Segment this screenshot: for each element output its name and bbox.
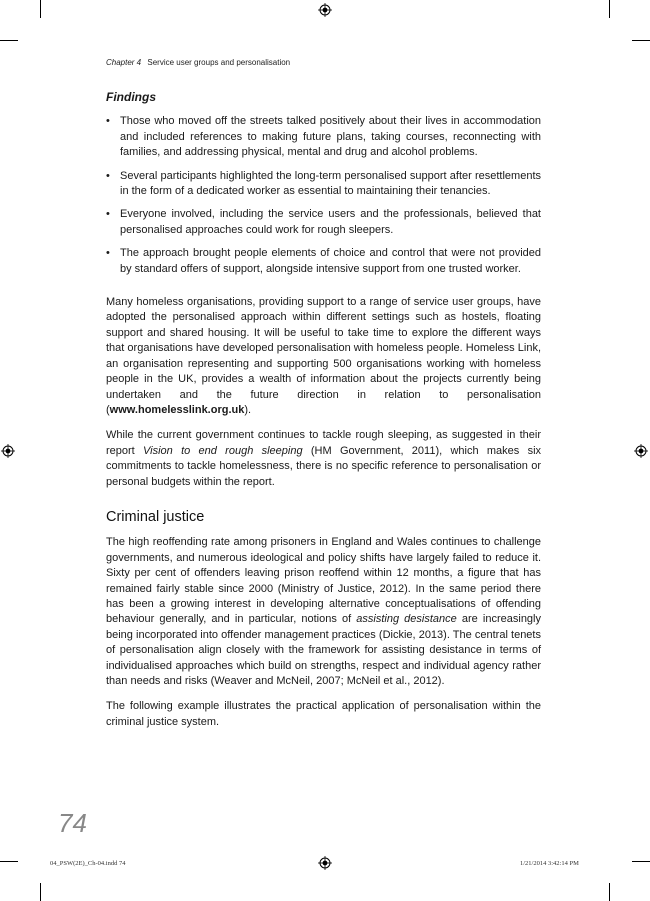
registration-mark-icon — [318, 3, 332, 17]
crop-mark — [0, 40, 18, 41]
emphasis-term: assisting desistance — [356, 613, 457, 626]
findings-list — [106, 114, 541, 277]
bullet-icon: • — [106, 247, 110, 260]
crop-mark — [40, 0, 41, 18]
list-item: • Everyone involved, including the service users and the professionals, believed that personalised approaches could work for rough sleepers. — [106, 208, 541, 236]
homeless-link-url[interactable]: www.homelesslink.org.uk — [109, 403, 245, 416]
registration-mark-icon — [318, 856, 332, 870]
paragraph-homeless-organisations: Many homeless organisations, providing support to a range of service user groups, have adopted the personalised approach within different settings such as hostels, floating support and shared housing. It will be useful to take time to explore the different ways that organisations have developed personalisation with homeless people. Homeless Link, an organisation representing and supporting 500 organisations working with homeless people in the UK, provides a wealth of information about the projects currently being undertaken and the future direction in relation to personalisation (www.homelesslink.org.uk). — [106, 296, 541, 416]
section-heading-criminal-justice: Criminal justice — [106, 508, 205, 525]
slug-file: 04_PSW(2E)_Ch-04.indd 74 — [50, 860, 126, 867]
running-header — [106, 58, 290, 67]
findings-heading: Findings — [106, 90, 156, 104]
report-title: Vision to end rough sleeping — [143, 444, 303, 457]
page-number: 74 — [58, 808, 87, 838]
crop-mark — [0, 861, 18, 862]
paragraph-reoffending: The high reoffending rate among prisoners in England and Wales continues to challenge governments, and numerous ideological and policy shifts have largely failed to reduce it. Sixty per cent of offenders leaving prison reoffend within 12 months, a figure that has remained fairly stable since 2000 (Ministry of Justice, 2012). In the same period there has been a growing interest in developing alternative conceptualisations of offending behaviour generally, and in particular, notions of assisting desistance are increasingly being incorporated into offender management practices (Dickie, 2013). The central tenets of personalisation align closely with the framework for assisting desistance in terms of individualised approaches which build on strengths, respect and individual agency rather than needs and risks (Weaver and McNeil, 2007; McNeil et al., 2012). — [106, 536, 541, 687]
bullet-icon: • — [106, 169, 110, 182]
bullet-icon: • — [106, 208, 110, 221]
paragraph-example-intro: The following example illustrates the practical application of personalisation within the criminal justice system. — [106, 700, 541, 728]
crop-mark — [609, 883, 610, 901]
chapter-title: Service user groups and personalisation — [147, 58, 291, 67]
chapter-label: Chapter 4 — [106, 58, 142, 67]
crop-mark — [632, 40, 650, 41]
page-body — [106, 90, 541, 740]
list-item: • Those who moved off the streets talked positively about their lives in accommodation and included references to making future plans, taking courses, reconnecting with families, and addressing physical, mental and drug and alcohol problems. — [106, 115, 541, 159]
list-item: • The approach brought people elements of choice and control that were not provided by standard offers of support, alongside intensive support from one trusted worker. — [106, 247, 541, 275]
registration-mark-icon — [634, 444, 648, 458]
crop-mark — [40, 883, 41, 901]
bullet-icon: • — [106, 115, 110, 128]
list-item: • Several participants highlighted the long-term personalised support after resettlements in the form of a dedicated worker as essential to maintaining their tenancies. — [106, 169, 541, 198]
paragraph-government-report: While the current government continues to tackle rough sleeping, as suggested in their report Vision to end rough sleeping (HM Government, 2011), which makes six commitments to tackle homelessness, there is no specific reference to personalisation or personal budgets within the report. — [106, 429, 542, 488]
crop-mark — [609, 0, 610, 18]
registration-mark-icon — [1, 444, 15, 458]
crop-mark — [632, 861, 650, 862]
slug-timestamp: 1/21/2014 3:42:14 PM — [520, 860, 579, 867]
